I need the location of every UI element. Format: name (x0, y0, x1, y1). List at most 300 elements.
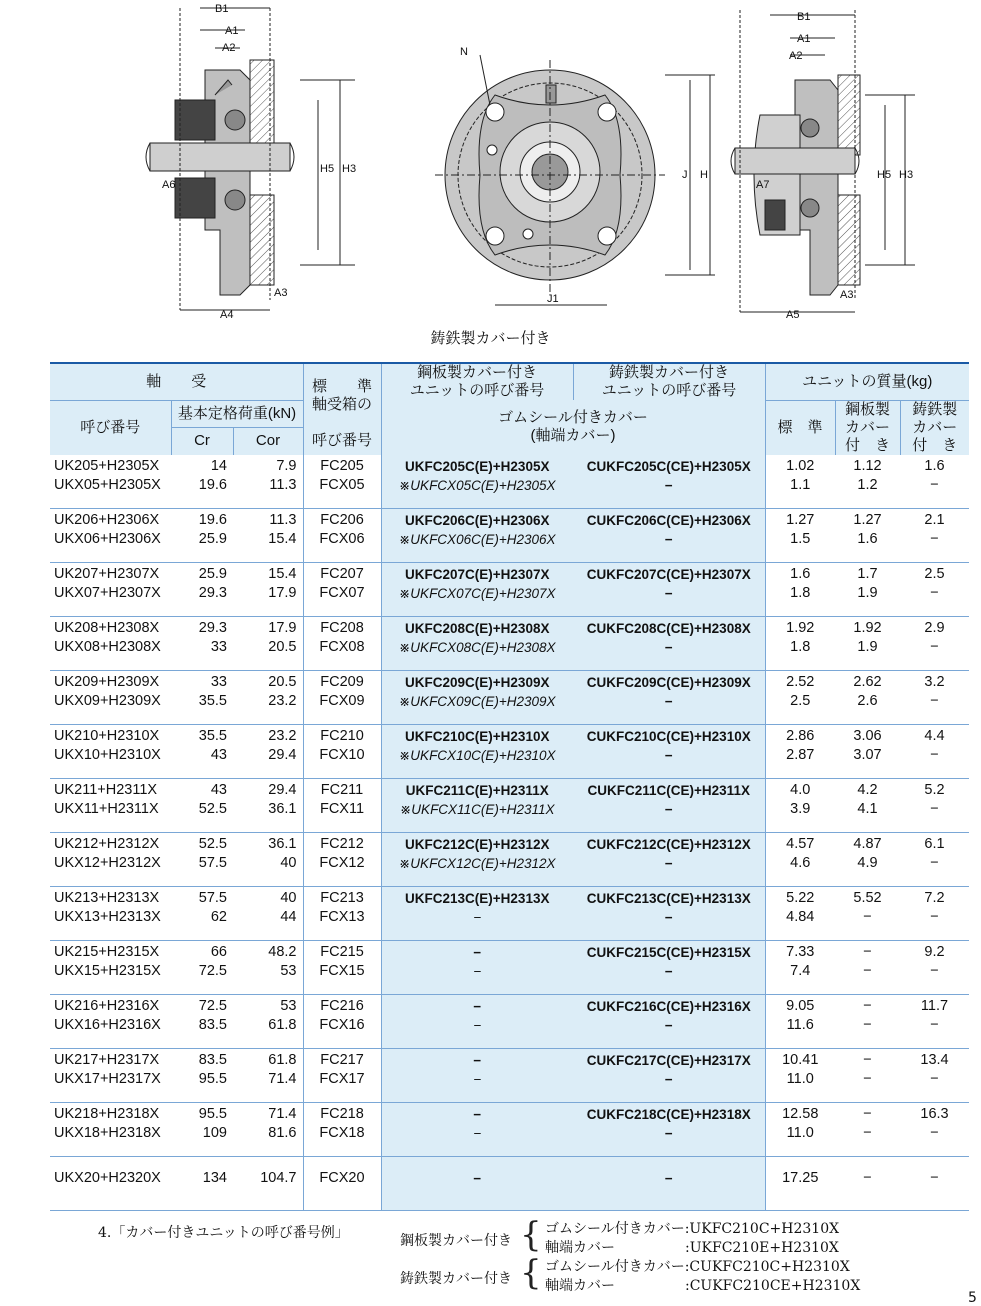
cor-value (233, 617, 303, 671)
cor-value-line2: 81.6 (268, 1125, 297, 1141)
cast-cover-unit-line1: CUKFC216C(CE)+H2316X (586, 999, 751, 1014)
mass-steel-line1: 4.2 (857, 782, 878, 798)
cr-value-line1: 35.5 (198, 728, 227, 744)
cr-value-line1: 14 (210, 457, 227, 474)
mass-standard (765, 1103, 835, 1157)
cr-value-line2: 62 (210, 909, 227, 925)
cast-cover-unit-line1: CUKFC212C(CE)+H2312X (586, 837, 751, 852)
cor-value-line2: 17.9 (268, 585, 297, 601)
housing-no (303, 779, 381, 833)
mass-steel (835, 725, 900, 779)
mass-standard-line2: 2.5 (790, 693, 811, 709)
mass-standard-line2: 11.0 (786, 1071, 814, 1087)
header-rubber-seal (381, 400, 765, 455)
mass-cast (900, 1103, 969, 1157)
header-cast-cover-line2: ユニットの呼び番号 (601, 382, 737, 399)
mass-steel (835, 671, 900, 725)
cast-example-line1: ゴムシール付きカバー:CUKFC210C+H2310X (545, 1259, 850, 1275)
mass-cast-line2: − (930, 693, 939, 709)
mass-standard (765, 833, 835, 887)
steel-cover-unit-line2: − (473, 964, 482, 979)
mass-steel-line1: 1.27 (853, 512, 882, 528)
cr-value (171, 1049, 233, 1103)
steel-cover-unit-line1: UKFC210C(E)+H2310X (405, 729, 550, 744)
housing-no-line2: FCX08 (319, 639, 365, 655)
mass-standard-line1: 1.27 (786, 512, 815, 528)
cast-cover-unit (573, 995, 765, 1049)
cor-value (233, 779, 303, 833)
housing-no-line1: FC218 (320, 1106, 364, 1122)
cor-value-line2: 40 (280, 855, 297, 871)
mass-steel-line2: 1.9 (857, 639, 878, 655)
cr-value-line2: 109 (202, 1125, 227, 1141)
table-row (50, 1157, 969, 1211)
mass-steel-line1: − (863, 1106, 872, 1122)
housing-no (303, 617, 381, 671)
housing-no-line2: FCX13 (319, 909, 365, 925)
steel-cover-unit-line1: UKFC212C(E)+H2312X (405, 837, 550, 852)
cor-value-line1: 17.9 (268, 620, 297, 636)
cor-value-line2: 36.1 (268, 801, 297, 817)
steel-cover-unit-line2: − (473, 1018, 482, 1033)
housing-no-line2: FCX12 (319, 855, 365, 871)
mass-standard-line1: 4.0 (790, 782, 811, 798)
mass-steel-line1: 1.12 (853, 457, 882, 474)
mass-cast-line1: 7.2 (924, 890, 945, 906)
bearing-no-line2: UKX07+H2307X (54, 585, 161, 601)
cr-value (171, 725, 233, 779)
cast-cover-unit-line1: CUKFC207C(CE)+H2307X (586, 567, 751, 582)
table-row (50, 617, 969, 671)
header-housing-line2: 軸受箱の (311, 395, 372, 413)
header-housing-line1: 標 準 (311, 377, 372, 395)
steel-cover-unit-line2: − (473, 1072, 482, 1087)
table-row (50, 941, 969, 995)
mass-cast (900, 509, 969, 563)
cast-cover-unit (573, 617, 765, 671)
page-number: 5 (968, 1290, 977, 1306)
drawing-caption: 鋳鉄製カバー付き (430, 329, 551, 347)
table-row (50, 1049, 969, 1103)
mass-standard-line1: 10.41 (782, 1052, 819, 1068)
mass-standard-line2: 11.6 (786, 1017, 814, 1033)
mass-standard-line2: 1.8 (790, 639, 811, 655)
mass-cast-line2: − (930, 639, 939, 655)
steel-cover-unit-line2: − (473, 910, 482, 925)
mass-steel-line2: 4.1 (857, 801, 878, 817)
bearing-no-line1: UK207+H2307X (54, 566, 160, 582)
housing-no (303, 1157, 381, 1211)
bearing-no-line2: UKX17+H2317X (54, 1071, 161, 1087)
mass-cast-line1: 1.6 (924, 457, 945, 474)
mass-steel-line1: 1.7 (857, 566, 878, 582)
label-H3-left: H3 (342, 163, 357, 175)
mass-cast-line1: 4.4 (924, 728, 945, 744)
housing-no (303, 941, 381, 995)
label-A1-right: A1 (797, 33, 811, 45)
cr-value (171, 779, 233, 833)
cr-value-line2: 19.6 (198, 476, 227, 493)
mass-cast (900, 833, 969, 887)
cor-value (233, 887, 303, 941)
mass-standard-line1: 1.02 (786, 457, 815, 474)
bearing-no-line1: UK206+H2306X (54, 512, 160, 528)
mass-standard-line1: 1.92 (786, 620, 815, 636)
cr-value-line1: 25.9 (198, 566, 227, 582)
steel-cover-unit (381, 509, 573, 563)
housing-no (303, 671, 381, 725)
bearing-no-line2: UKX06+H2306X (54, 531, 161, 547)
steel-cover-unit (381, 887, 573, 941)
cr-value-line1: 95.5 (198, 1106, 227, 1122)
cast-cover-unit (573, 1157, 765, 1211)
housing-no-line1: FC208 (320, 620, 364, 636)
bearing-no-line1: UK210+H2310X (54, 728, 160, 744)
mass-cast-line1: 9.2 (924, 944, 945, 960)
cast-cover-unit-line1: CUKFC213C(CE)+H2313X (586, 891, 751, 906)
cr-value (171, 563, 233, 617)
cast-cover-unit (573, 1103, 765, 1157)
housing-no (303, 887, 381, 941)
label-A4-left: A4 (220, 309, 234, 321)
header-mass: ユニットの質量(kg) (765, 363, 969, 400)
mass-cast (900, 779, 969, 833)
header-steel-cover (381, 363, 573, 400)
bearing-no (50, 833, 171, 887)
mass-standard-line2: 1.8 (790, 585, 811, 601)
mass-cast (900, 941, 969, 995)
label-A2-left: A2 (222, 42, 236, 54)
housing-no-line2: FCX07 (319, 585, 365, 601)
cast-cover-unit (573, 671, 765, 725)
table-row (50, 725, 969, 779)
mass-cast-line2: − (930, 855, 939, 871)
header-rubber-seal-line1: ゴムシール付きカバー (498, 409, 648, 427)
mass-cast-line1: 16.3 (920, 1106, 949, 1122)
cor-value-line2: 29.4 (268, 747, 297, 763)
cast-cover-unit-line2: − (664, 1018, 673, 1033)
header-mass-steel-line3: 付 き (844, 436, 890, 454)
cr-value-line2: 25.9 (198, 531, 227, 547)
cast-brace: { (520, 1253, 542, 1293)
cast-cover-unit (573, 941, 765, 995)
mass-steel-line1: − (863, 998, 872, 1014)
mass-standard (765, 671, 835, 725)
mass-steel-line2: − (863, 1017, 872, 1033)
mass-standard-line2: 3.9 (790, 801, 811, 817)
steel-cover-unit (381, 1103, 573, 1157)
cr-value (171, 1157, 233, 1211)
mass-steel (835, 563, 900, 617)
housing-no (303, 725, 381, 779)
cast-cover-unit (573, 779, 765, 833)
label-A3-left: A3 (274, 287, 288, 299)
housing-no-line1: FC206 (320, 512, 364, 528)
steel-brace: { (520, 1215, 542, 1255)
bearing-no-line2: UKX08+H2308X (54, 639, 161, 655)
cr-value-line1: 57.5 (198, 890, 227, 906)
mass-cast (900, 887, 969, 941)
table-row (50, 779, 969, 833)
header-mass-steel (835, 400, 900, 455)
housing-no-line2: FCX10 (319, 747, 365, 763)
mass-standard-line1: 4.57 (786, 836, 815, 852)
mass-cast-line2: − (930, 1017, 939, 1033)
mass-steel-line2: 1.6 (857, 531, 878, 547)
bearing-no-line2: UKX09+H2309X (54, 693, 161, 709)
mass-cast-line1: 5.2 (924, 782, 945, 798)
cr-value-line1: 43 (210, 782, 227, 798)
cr-value-line2: 95.5 (198, 1071, 227, 1087)
cor-value-line2: 71.4 (268, 1071, 297, 1087)
label-A2-right: A2 (789, 50, 803, 62)
steel-cover-unit-line1: UKFC211C(E)+H2311X (405, 783, 549, 798)
cor-value-line1: 40 (280, 890, 297, 906)
cor-value-line1: 20.5 (268, 674, 297, 690)
bearing-no (50, 563, 171, 617)
cr-value-line2: 83.5 (198, 1017, 227, 1033)
table-row (50, 1103, 969, 1157)
cast-cover-unit-line1: CUKFC208C(CE)+H2308X (586, 621, 751, 636)
header-bearing-no: 呼び番号 (50, 400, 171, 455)
mass-steel (835, 509, 900, 563)
housing-no-line2: FCX09 (319, 693, 365, 709)
cor-value-line1: 53 (280, 998, 297, 1014)
cor-value-line2: 11.3 (269, 476, 297, 493)
mass-standard-line2: 4.84 (786, 909, 815, 925)
housing-no (303, 1049, 381, 1103)
header-mass-steel-line1: 鋼板製 (844, 400, 890, 418)
cor-value (233, 671, 303, 725)
cor-value (233, 1103, 303, 1157)
cast-example-line2: 軸端カバー :CUKFC210CE+H2310X (545, 1278, 861, 1294)
steel-cover-unit (381, 671, 573, 725)
label-J1: J1 (547, 293, 559, 305)
mass-standard-line1: 17.25 (782, 1170, 819, 1186)
mass-standard-line1: 7.33 (786, 944, 815, 960)
cast-cover-unit-line2: − (664, 586, 673, 601)
cast-cover-unit-line1: − (664, 1171, 673, 1186)
cor-value (233, 509, 303, 563)
mass-steel (835, 1157, 900, 1211)
bearing-no-line1: UK216+H2316X (54, 998, 160, 1014)
table-row (50, 995, 969, 1049)
steel-cover-unit-line1: UKFC208C(E)+H2308X (405, 621, 550, 636)
mass-standard-line2: 4.6 (790, 855, 811, 871)
table-row (50, 455, 969, 509)
bearing-no (50, 671, 171, 725)
mass-standard (765, 995, 835, 1049)
cor-value-line1: 71.4 (268, 1106, 297, 1122)
cast-cover-unit-line1: CUKFC210C(CE)+H2310X (586, 729, 751, 744)
steel-cover-unit-line2: − (473, 1126, 482, 1141)
cast-cover-unit (573, 1049, 765, 1103)
table-row (50, 509, 969, 563)
bearing-no (50, 995, 171, 1049)
bearing-no-line1: UK213+H2313X (54, 890, 160, 906)
mass-steel-line1: − (863, 1170, 872, 1186)
cor-value-line2: 53 (280, 963, 297, 979)
label-J: J (682, 169, 688, 181)
cast-cover-unit (573, 455, 765, 509)
housing-no (303, 455, 381, 509)
bearing-no-line2: UKX12+H2312X (54, 855, 161, 871)
cor-value-line1: 104.7 (260, 1170, 297, 1186)
mass-steel (835, 995, 900, 1049)
cast-cover-unit-line2: − (664, 802, 673, 817)
bearing-no (50, 1103, 171, 1157)
mass-standard-line2: 7.4 (790, 963, 811, 979)
table-row (50, 671, 969, 725)
mass-standard (765, 455, 835, 509)
steel-cover-unit-line1: UKFC205C(E)+H2305X (405, 458, 550, 474)
header-steel-cover-line1: 鋼板製カバー付き (416, 364, 537, 381)
mass-steel-line1: 3.06 (853, 728, 882, 744)
mass-steel (835, 887, 900, 941)
steel-cover-unit-line1: UKFC206C(E)+H2306X (405, 513, 550, 528)
steel-cover-unit (381, 833, 573, 887)
header-rubber-seal-line2: (軸端カバー) (530, 427, 616, 445)
header-mass-standard: 標 準 (765, 400, 835, 455)
cast-example-label: 鋳鉄製カバー付き (400, 1271, 512, 1287)
cast-cover-unit-line2: − (664, 964, 673, 979)
mass-steel-line2: 1.2 (857, 476, 878, 493)
housing-no-line2: FCX11 (319, 801, 365, 817)
steel-cover-unit-line1: − (473, 1171, 482, 1186)
steel-cover-unit (381, 563, 573, 617)
steel-cover-unit-line1: UKFC209C(E)+H2309X (405, 675, 550, 690)
cast-cover-unit (573, 887, 765, 941)
steel-cover-unit (381, 1049, 573, 1103)
header-cast-cover (573, 363, 765, 400)
mass-cast-line2: − (930, 747, 939, 763)
bearing-no-line2: UKX16+H2316X (54, 1017, 161, 1033)
mass-cast-line2: − (930, 1125, 939, 1141)
cor-value (233, 833, 303, 887)
housing-no-line1: FC209 (320, 674, 364, 690)
header-housing-line3: 呼び番号 (303, 428, 381, 455)
bearing-no (50, 779, 171, 833)
housing-no (303, 563, 381, 617)
cor-value-line1: 7.9 (276, 457, 297, 474)
cr-value (171, 833, 233, 887)
mass-cast-line1: − (930, 1170, 939, 1186)
housing-no-line2: FCX16 (319, 1017, 365, 1033)
cast-cover-unit-line1: CUKFC217C(CE)+H2317X (586, 1053, 751, 1068)
bearing-no-line1: UK218+H2318X (54, 1106, 160, 1122)
cast-cover-unit (573, 725, 765, 779)
mass-steel (835, 617, 900, 671)
mass-cast (900, 1049, 969, 1103)
cast-cover-unit (573, 833, 765, 887)
housing-no-line2: FCX18 (319, 1125, 365, 1141)
footer (0, 1212, 981, 1304)
mass-cast-line2: − (930, 531, 939, 547)
mass-cast-line1: 2.5 (924, 566, 945, 582)
mass-cast-line2: − (930, 909, 939, 925)
cor-value (233, 941, 303, 995)
cr-value (171, 941, 233, 995)
label-A1-left: A1 (225, 25, 239, 37)
cast-cover-unit-line2: − (664, 748, 673, 763)
mass-cast-line2: − (930, 963, 939, 979)
label-B1-left: B1 (215, 3, 229, 15)
cor-value-line1: 36.1 (268, 836, 297, 852)
mass-standard-line2: 1.1 (790, 476, 811, 493)
housing-no-line1: FC215 (320, 944, 364, 960)
mass-cast-line1: 11.7 (920, 998, 949, 1014)
mass-steel-line2: 4.9 (857, 855, 878, 871)
cr-value (171, 617, 233, 671)
mass-standard (765, 617, 835, 671)
steel-cover-unit (381, 455, 573, 509)
bearing-no (50, 1049, 171, 1103)
mass-steel (835, 833, 900, 887)
cr-value (171, 995, 233, 1049)
cr-value-line1: 52.5 (198, 836, 227, 852)
cor-value (233, 725, 303, 779)
mass-steel (835, 941, 900, 995)
mass-standard (765, 725, 835, 779)
steel-cover-unit-line1: − (473, 999, 482, 1014)
label-A6-left: A6 (162, 179, 176, 191)
cr-value (171, 887, 233, 941)
cr-value-line2: 29.3 (198, 585, 227, 601)
label-A7-right: A7 (756, 179, 770, 191)
label-H5-left: H5 (320, 163, 335, 175)
mass-cast (900, 563, 969, 617)
steel-example-line2: 軸端カバー :UKFC210E+H2310X (545, 1240, 839, 1256)
mass-standard-line1: 2.52 (786, 674, 815, 690)
mass-cast (900, 617, 969, 671)
steel-cover-unit-line2: ※UKFCX05C(E)+H2305X (399, 477, 556, 493)
mass-steel (835, 779, 900, 833)
cr-value-line2: 35.5 (198, 693, 227, 709)
steel-cover-unit-line2: ※UKFCX08C(E)+H2308X (399, 640, 556, 655)
steel-cover-unit (381, 941, 573, 995)
bearing-no (50, 887, 171, 941)
cr-value-line1: 29.3 (198, 620, 227, 636)
cor-value-line2: 61.8 (268, 1017, 297, 1033)
cast-cover-unit (573, 509, 765, 563)
mass-steel-line1: 4.87 (853, 836, 882, 852)
spec-table (50, 362, 969, 1211)
table-row (50, 833, 969, 887)
bearing-no (50, 509, 171, 563)
mass-steel-line1: 1.92 (853, 620, 882, 636)
footer-note: 4.「カバー付きユニットの呼び番号例」 (98, 1225, 349, 1241)
bearing-no (50, 1157, 171, 1211)
mass-standard-line1: 9.05 (786, 998, 815, 1014)
mass-standard-line1: 5.22 (786, 890, 815, 906)
bearing-no-line1: UK215+H2315X (54, 944, 160, 960)
housing-no-line1: FC212 (320, 836, 364, 852)
housing-no-line1: FC207 (320, 566, 364, 582)
mass-standard-line1: 1.6 (790, 566, 811, 582)
bearing-no-line2: UKX18+H2318X (54, 1125, 161, 1141)
cor-value (233, 1157, 303, 1211)
cast-cover-unit-line2: − (664, 1126, 673, 1141)
cr-value-line2: 52.5 (198, 801, 227, 817)
steel-cover-unit-line1: − (473, 945, 482, 960)
header-mass-cast-line2: カバー (912, 418, 958, 436)
header-mass-steel-line2: カバー (844, 418, 890, 436)
table-row (50, 887, 969, 941)
cor-value-line1: 11.3 (269, 512, 297, 528)
housing-no-line1: FC205 (320, 457, 364, 474)
steel-cover-unit-line2: ※UKFCX06C(E)+H2306X (399, 532, 556, 547)
mass-steel (835, 455, 900, 509)
